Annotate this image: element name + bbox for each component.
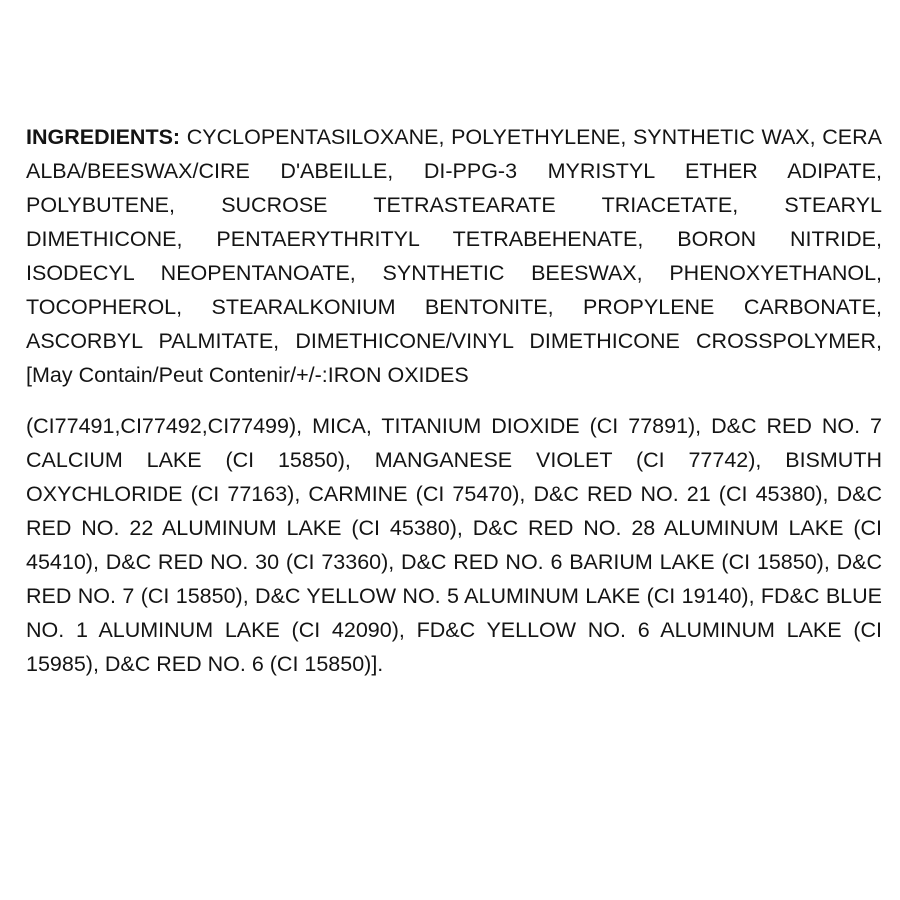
ingredients-paragraph-2 <box>26 409 882 681</box>
ingredients-list-part-1: CYCLOPENTASILOXANE, POLYETHYLENE, SYNTHETIC WAX, CERA ALBA/BEESWAX/CIRE D'ABEILLE, DI-PPG-3 MYRISTYL ETHER ADIPATE, POLYBUTENE, SUCROSE TETRASTEARATE TRIACETATE, STEARYL DIMETHICONE, PENTAERYTHRITYL TETRABEHENATE, BORON NITRIDE, ISODECYL NEOPENTANOATE, SYNTHETIC BEESWAX, PHENOXYETHANOL, TOCOPHEROL, STEARALKONIUM BENTONITE, PROPYLENE CARBONATE, ASCORBYL PALMITATE, DIMETHICONE/VINYL DIMETHICONE CROSSPOLYMER, [May Contain/Peut Contenir/+/-:IRON OXIDES <box>26 125 882 387</box>
ingredients-label: INGREDIENTS: <box>26 125 181 149</box>
ingredients-list-part-2: (CI77491,CI77492,CI77499), MICA, TITANIUM DIOXIDE (CI 77891), D&C RED NO. 7 CALCIUM LAKE (CI 15850), MANGANESE VIOLET (CI 77742), BISMUTH OXYCHLORIDE (CI 77163), CARMINE (CI 75470), D&C RED NO. 21 (CI 45380), D&C RED NO. 22 ALUMINUM LAKE (CI 45380), D&C RED NO. 28 ALUMINUM LAKE (CI 45410), D&C RED NO. 30 (CI 73360), D&C RED NO. 6 BARIUM LAKE (CI 15850), D&C RED NO. 7 (CI 15850), D&C YELLOW NO. 5 ALUMINUM LAKE (CI 19140), FD&C BLUE NO. 1 ALUMINUM LAKE (CI 42090), FD&C YELLOW NO. 6 ALUMINUM LAKE (CI 15985), D&C RED NO. 6 (CI 15850)]. <box>26 414 882 676</box>
ingredients-paragraph-1 <box>26 120 882 392</box>
ingredients-document <box>26 120 882 681</box>
